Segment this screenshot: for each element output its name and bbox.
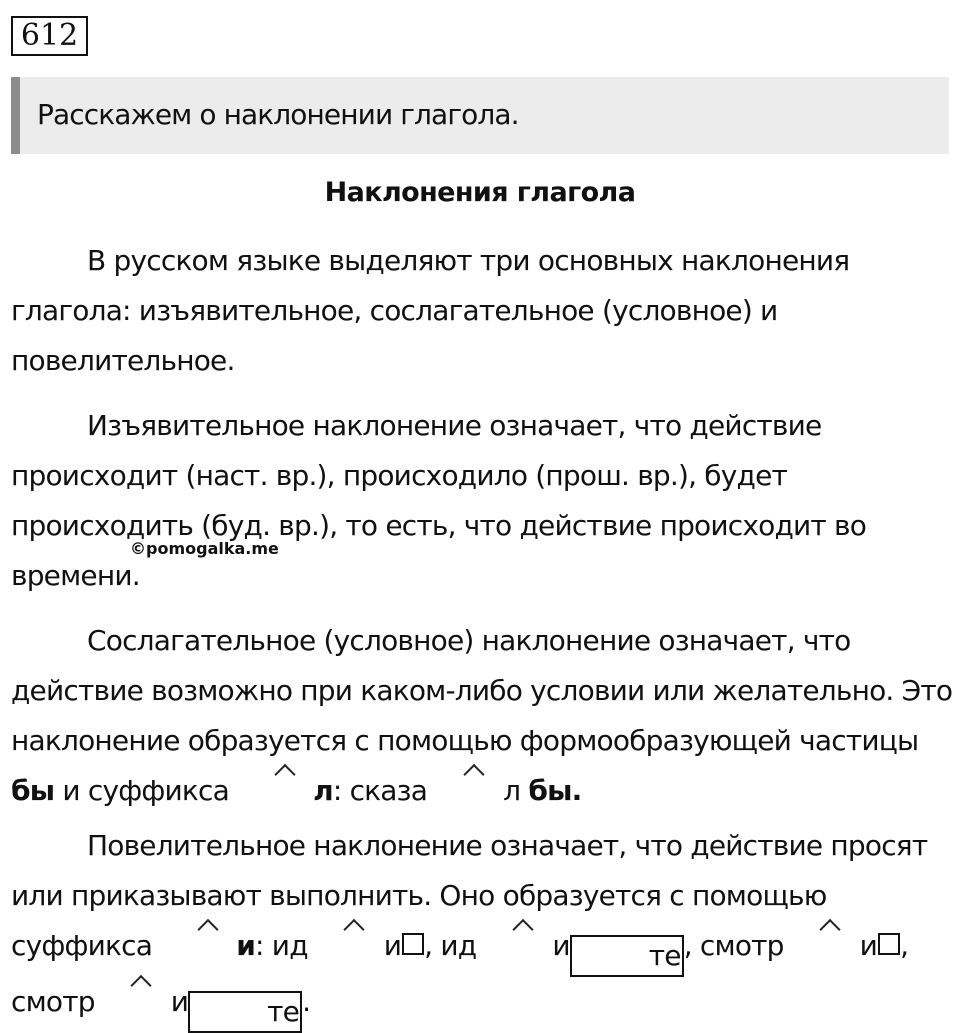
period: . <box>302 985 311 1018</box>
example-stem: сказа <box>349 774 428 807</box>
example-suffix: л <box>427 766 520 816</box>
suffix-i: и <box>160 921 255 971</box>
colon: : <box>332 774 342 807</box>
ex2-ending: те <box>570 935 684 977</box>
colon: : <box>255 929 264 962</box>
ex4-stem: смотр <box>11 985 95 1018</box>
paragraph-2: Изъявительное наклонение означает, что действие происходит (наст. вр.), происходило (прош. вр.), будет происходить (буд. вр.), то есть, что действие происходит во времени. <box>11 409 867 592</box>
comma: , <box>900 929 909 962</box>
intro-banner <box>11 77 949 154</box>
example-particle: бы. <box>528 774 582 807</box>
p3-and: и суффикса <box>62 774 229 807</box>
paragraph-4 <box>11 821 956 1033</box>
p4-text: Повелительное наклонение означает, что действие просят или приказывают выполнить. Оно образуется с помощью суффикса <box>11 829 928 962</box>
banner-text: Расскажем о наклонении глагола. <box>37 98 519 131</box>
task-number: 612 <box>11 16 88 56</box>
suffix-l: л <box>237 766 333 816</box>
paragraph-1: В русском языке выделяют три основных наклонения глагола: изъявительное, сослагательное (условное) и повелительное. <box>11 244 850 377</box>
p3-text: Сослагательное (условное) наклонение означает, что действие возможно при каком-либо условии или желательно. Это наклонение образуется с помощью формообразующей частицы <box>11 624 953 757</box>
ex3-suffix: и <box>784 921 877 971</box>
section-heading: Наклонения глагола <box>324 177 636 208</box>
ex4-ending: те <box>188 991 302 1033</box>
body-text <box>11 236 956 1033</box>
zero-ending-icon <box>402 933 424 955</box>
paragraph-3 <box>11 616 956 816</box>
zero-ending-icon <box>878 933 900 955</box>
ex1-stem: ид <box>271 929 308 962</box>
ex3-stem: смотр <box>699 929 784 962</box>
ex4-suffix: и <box>95 977 188 1027</box>
comma: , <box>424 929 433 962</box>
ex2-suffix: и <box>476 921 569 971</box>
comma: , <box>683 929 692 962</box>
watermark: ©pomogalka.me <box>130 539 279 558</box>
particle-by: бы <box>11 774 55 807</box>
ex1-suffix: и <box>308 921 401 971</box>
ex2-stem: ид <box>440 929 477 962</box>
